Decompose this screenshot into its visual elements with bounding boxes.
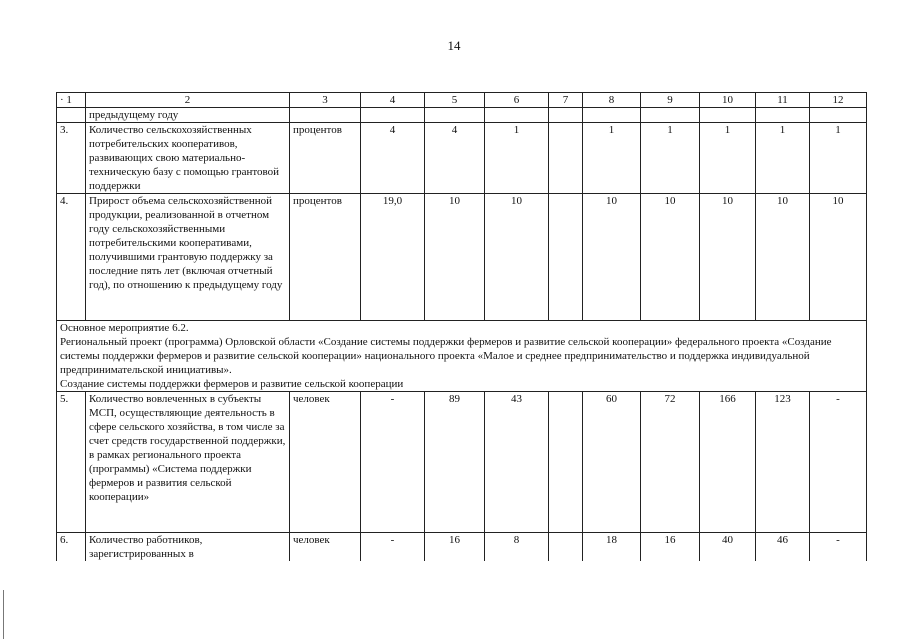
header-cell: 9 — [641, 93, 700, 108]
cell-value: 43 — [485, 392, 549, 533]
page-number: 14 — [447, 38, 461, 53]
cell-index: 3. — [57, 123, 86, 194]
cell-value: 1 — [700, 123, 756, 194]
cell-value: 10 — [700, 194, 756, 321]
section-row — [57, 321, 867, 392]
table-row — [57, 533, 867, 562]
header-cell: 7 — [549, 93, 583, 108]
cell-unit: человек — [290, 392, 361, 533]
cell-value: 10 — [583, 194, 641, 321]
cell-value: 10 — [756, 194, 810, 321]
table-header-row — [57, 93, 867, 108]
table-row — [57, 123, 867, 194]
cell-value — [549, 123, 583, 194]
cell-value: 4 — [425, 123, 485, 194]
cell-value: 72 — [641, 392, 700, 533]
cell-value: 40 — [700, 533, 756, 562]
table-row — [57, 392, 867, 533]
cell-value: 1 — [810, 123, 867, 194]
cell-value: 10 — [641, 194, 700, 321]
section-project-description: Региональный проект (программа) Орловской области «Создание системы поддержки фермеров и развитие сельской кооперации» федерального проекта «Создание системы поддержки фермеров и развитие сельской кооперации» национального проекта «Малое и среднее предпринимательство и поддержка индивидуальной предпринимательской инициативы». — [60, 336, 832, 376]
scan-edge-line — [3, 590, 4, 639]
cell-value: 46 — [756, 533, 810, 562]
cell-value: 18 — [583, 533, 641, 562]
cell-value: - — [361, 533, 425, 562]
cell-value: 4 — [361, 123, 425, 194]
cell-value: 19,0 — [361, 194, 425, 321]
cell-description: Количество сельскохозяйственных потребительских кооперативов, развивающих свою материально-техническую базу с помощью грантовой поддержки — [86, 123, 290, 194]
header-cell: 5 — [425, 93, 485, 108]
header-cell: 12 — [810, 93, 867, 108]
cell-value: 16 — [641, 533, 700, 562]
cell-description: Количество вовлеченных в субъекты МСП, осуществляющие деятельность в сфере сельского хозяйства, в том числе за счет средств государственной поддержки, в рамках регионального проекта (программы) «Система поддержки фермеров и развития сельской кооперации» — [86, 392, 290, 533]
cell-value: 1 — [756, 123, 810, 194]
section-subtitle: Создание системы поддержки фермеров и развитие сельской кооперации — [60, 378, 404, 390]
cell-value: - — [810, 533, 867, 562]
table-row — [57, 108, 867, 123]
cell-value — [549, 392, 583, 533]
header-cell: 4 — [361, 93, 425, 108]
cell-value: 1 — [485, 123, 549, 194]
section-title: Основное мероприятие 6.2. — [60, 322, 189, 334]
cell-description: Прирост объема сельскохозяйственной продукции, реализованной в отчетном году сельскохозяйственными потребительскими кооперативами, получившими грантовую поддержку за последние пять лет (включая отчетный год), по отношению к предыдущему году — [86, 194, 290, 321]
header-cell: 2 — [86, 93, 290, 108]
cell-value: 10 — [810, 194, 867, 321]
cell-value: - — [361, 392, 425, 533]
cell-value: 1 — [641, 123, 700, 194]
header-cell: 10 — [700, 93, 756, 108]
header-cell: 3 — [290, 93, 361, 108]
header-cell: 6 — [485, 93, 549, 108]
cell-value — [549, 533, 583, 562]
cell-value: - — [810, 392, 867, 533]
cell-index: 5. — [57, 392, 86, 533]
cell-value: 166 — [700, 392, 756, 533]
cell-unit: процентов — [290, 123, 361, 194]
header-cell: 8 — [583, 93, 641, 108]
cell-value: 8 — [485, 533, 549, 562]
cell-value — [549, 194, 583, 321]
cell-description: Количество работников, зарегистрированных в — [86, 533, 290, 562]
cell-value: 89 — [425, 392, 485, 533]
cell-value: 1 — [583, 123, 641, 194]
cell-index: 4. — [57, 194, 86, 321]
cell-value: 10 — [425, 194, 485, 321]
cell-unit: человек — [290, 533, 361, 562]
table-row — [57, 194, 867, 321]
header-cell: · 1 — [57, 93, 86, 108]
cell-index — [57, 108, 86, 123]
cell-value: 10 — [485, 194, 549, 321]
cell-value: 16 — [425, 533, 485, 562]
cell-index: 6. — [57, 533, 86, 562]
section-heading — [57, 321, 867, 392]
cell-value: 123 — [756, 392, 810, 533]
cell-value: 60 — [583, 392, 641, 533]
header-cell: 11 — [756, 93, 810, 108]
cell-description: предыдущему году — [86, 108, 290, 123]
indicators-table — [56, 92, 867, 561]
cell-unit: процентов — [290, 194, 361, 321]
